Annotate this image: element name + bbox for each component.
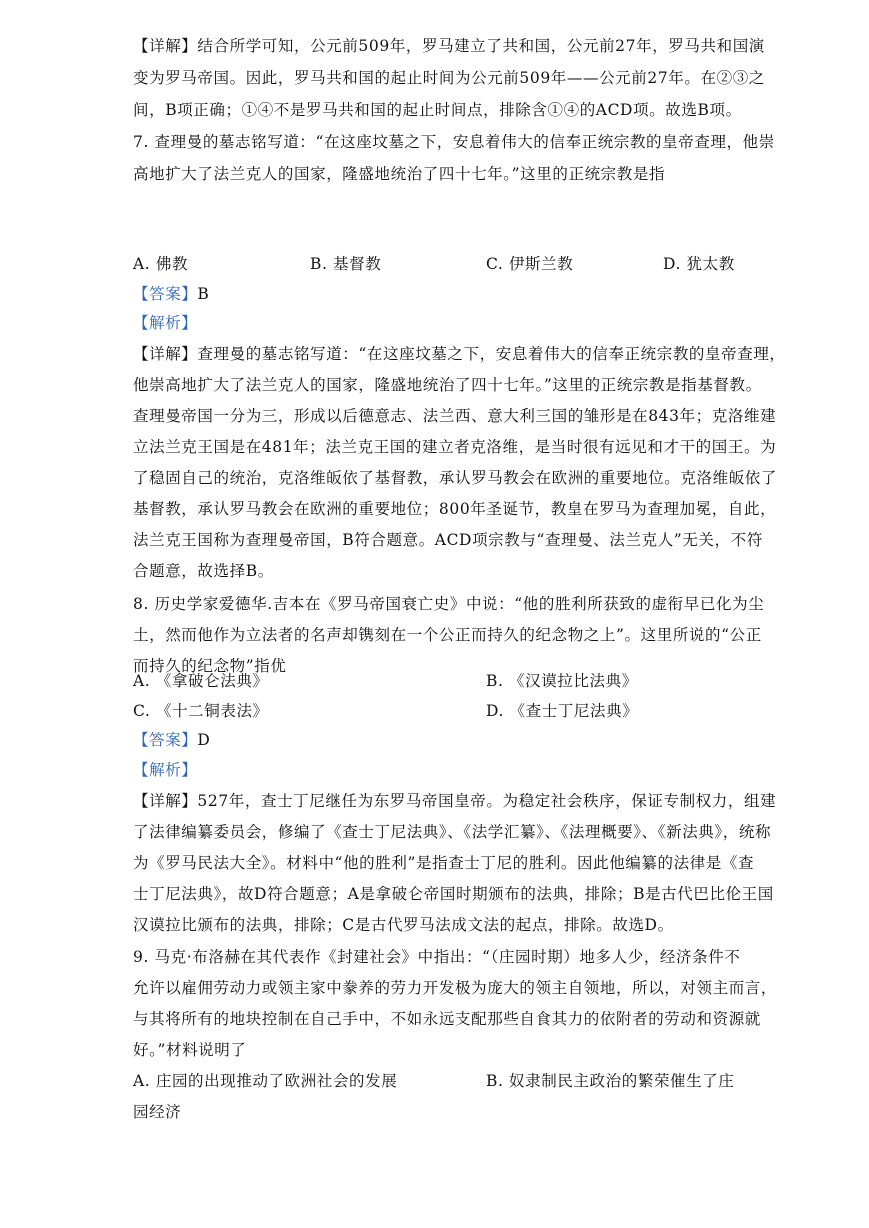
q7-stem-line-2: 高地扩大了法兰克人的国家，隆盛地统治了四十七年。”这里的正统宗教是指 xyxy=(133,165,666,183)
q7-detail-tag: 【详解】 xyxy=(133,345,198,363)
q7-stem-line-1: 7. 查理曼的墓志铭写道：“在这座坟墓之下，安息着伟大的信奉正统宗教的皇帝查理，他崇 xyxy=(133,133,775,151)
q9-stem-line-2: 允许以雇佣劳动力或领主家中豢养的劳力开发极为庞大的领主自领地，所以，对领主而言， xyxy=(133,979,778,997)
q8-detail-line-3: 为《罗马民法大全》。材料中“他的胜利”是指查士丁尼的胜利。因此他编纂的法律是《查 xyxy=(133,854,755,872)
q6-detail-line-3: 间，B项正确；①④不是罗马共和国的起止时间点，排除含①④的ACD项。故选B项。 xyxy=(133,101,742,119)
q7-detail-line-3: 查理曼帝国一分为三，形成以后德意志、法兰西、意大利三国的雏形是在843年；克洛维建 xyxy=(133,407,777,425)
q9-stem-line-3: 与其将所有的地块控制在自己手中，不如永远支配那些自食其力的依附者的劳动和资源就 xyxy=(133,1010,761,1028)
q8-detail-tag: 【详解】 xyxy=(133,792,198,810)
q7-detail-line-8: 合题意，故选择B。 xyxy=(133,562,274,580)
q8-answer-tag: 【答案】 xyxy=(133,731,198,749)
q7-detail-line-4: 立法兰克王国是在481年；法兰克王国的建立者克洛维，是当时很有远见和才干的国王。为 xyxy=(133,438,777,456)
q8-analysis-line xyxy=(133,756,743,785)
q8-detail-line-1: 【详解】527年，查士丁尼继任为东罗马帝国皇帝。为稳定社会秩序，保证专制权力，组建 xyxy=(133,792,777,810)
q7-analysis-line xyxy=(133,309,743,338)
q8-analysis-tag: 【解析】 xyxy=(133,761,198,779)
q8-option-d: D. 《查士丁尼法典》 xyxy=(486,702,639,720)
q9-stem-line-1: 9. 马克·布洛赫在其代表作《封建社会》中指出：“（庄园时期）地多人少，经济条件不 xyxy=(133,948,741,966)
q8-stem-line-3: 而持久的纪念物”指优 xyxy=(133,657,287,675)
q8-answer-line xyxy=(133,726,743,755)
q7-option-c: C. 伊斯兰教 xyxy=(486,255,574,273)
q7-option-a: A. 佛教 xyxy=(133,255,189,273)
q8-stem-line-2: 土，然而他作为立法者的名声却镌刻在一个公正而持久的纪念物之上”。这里所说的“公正 xyxy=(133,626,762,644)
q6-detail-line-1: 【详解】结合所学可知，公元前509年，罗马建立了共和国，公元前27年，罗马共和国演 xyxy=(133,37,765,55)
q7-answer-tag: 【答案】 xyxy=(133,285,198,303)
q7-detail-line-7: 法兰克王国称为查理曼帝国，B符合题意。ACD项宗教与“查理曼、法兰克人”无关，不符 xyxy=(133,531,763,549)
q7-detail-line-1: 【详解】查理曼的墓志铭写道：“在这座坟墓之下，安息着伟大的信奉正统宗教的皇帝查理， xyxy=(133,345,786,363)
q9-option-a: A. 庄园的出现推动了欧洲社会的发展 xyxy=(133,1072,398,1090)
q7-detail-line-6: 基督教，承认罗马教会在欧洲的重要地位；800年圣诞节，教皇在罗马为查理加冕，自此， xyxy=(133,500,777,518)
q9-stem-line-4: 好。”材料说明了 xyxy=(133,1041,247,1059)
q8-option-a: A. 《拿破仑法典》 xyxy=(133,672,269,690)
q8-option-c: C. 《十二铜表法》 xyxy=(133,702,269,720)
q7-detail-line-2: 他崇高地扩大了法兰克人的国家，隆盛地统治了四十七年。”这里的正统宗教是指基督教。 xyxy=(133,376,762,394)
q6-detail-line-2: 变为罗马帝国。因此，罗马共和国的起止时间为公元前509年——公元前27年。在②③之 xyxy=(133,69,765,87)
q8-detail-line-4: 士丁尼法典》，故D符合题意；A是拿破仑帝国时期颁布的法典，排除；B是古代巴比伦王国 xyxy=(133,885,774,903)
q8-detail-line-5: 汉谟拉比颁布的法典，排除；C是古代罗马法成文法的起点，排除。故选D。 xyxy=(133,916,674,934)
q9-option-b-continued: 园经济 xyxy=(133,1103,182,1121)
q8-answer-value: D xyxy=(197,731,211,749)
q7-analysis-tag: 【解析】 xyxy=(133,314,198,332)
q7-answer-value: B xyxy=(197,285,210,303)
q7-option-d: D. 犹太教 xyxy=(663,255,735,273)
q7-option-b: B. 基督教 xyxy=(310,255,382,273)
q8-option-b: B. 《汉谟拉比法典》 xyxy=(486,672,638,690)
q7-answer-line xyxy=(133,280,743,309)
q8-detail-line-2: 了法律编纂委员会，修编了《查士丁尼法典》、《法学汇纂》、《法理概要》、《新法典》，统称 xyxy=(133,823,772,841)
q8-stem-line-1: 8. 历史学家爱德华.吉本在《罗马帝国衰亡史》中说：“他的胜利所获致的虚衔早已化为尘 xyxy=(133,595,765,613)
q9-option-b: B. 奴隶制民主政治的繁荣催生了庄 xyxy=(486,1072,735,1090)
q7-detail-line-5: 了稳固自己的统治，克洛维皈依了基督教，承认罗马教会在欧洲的重要地位。克洛维皈依了 xyxy=(133,469,778,487)
